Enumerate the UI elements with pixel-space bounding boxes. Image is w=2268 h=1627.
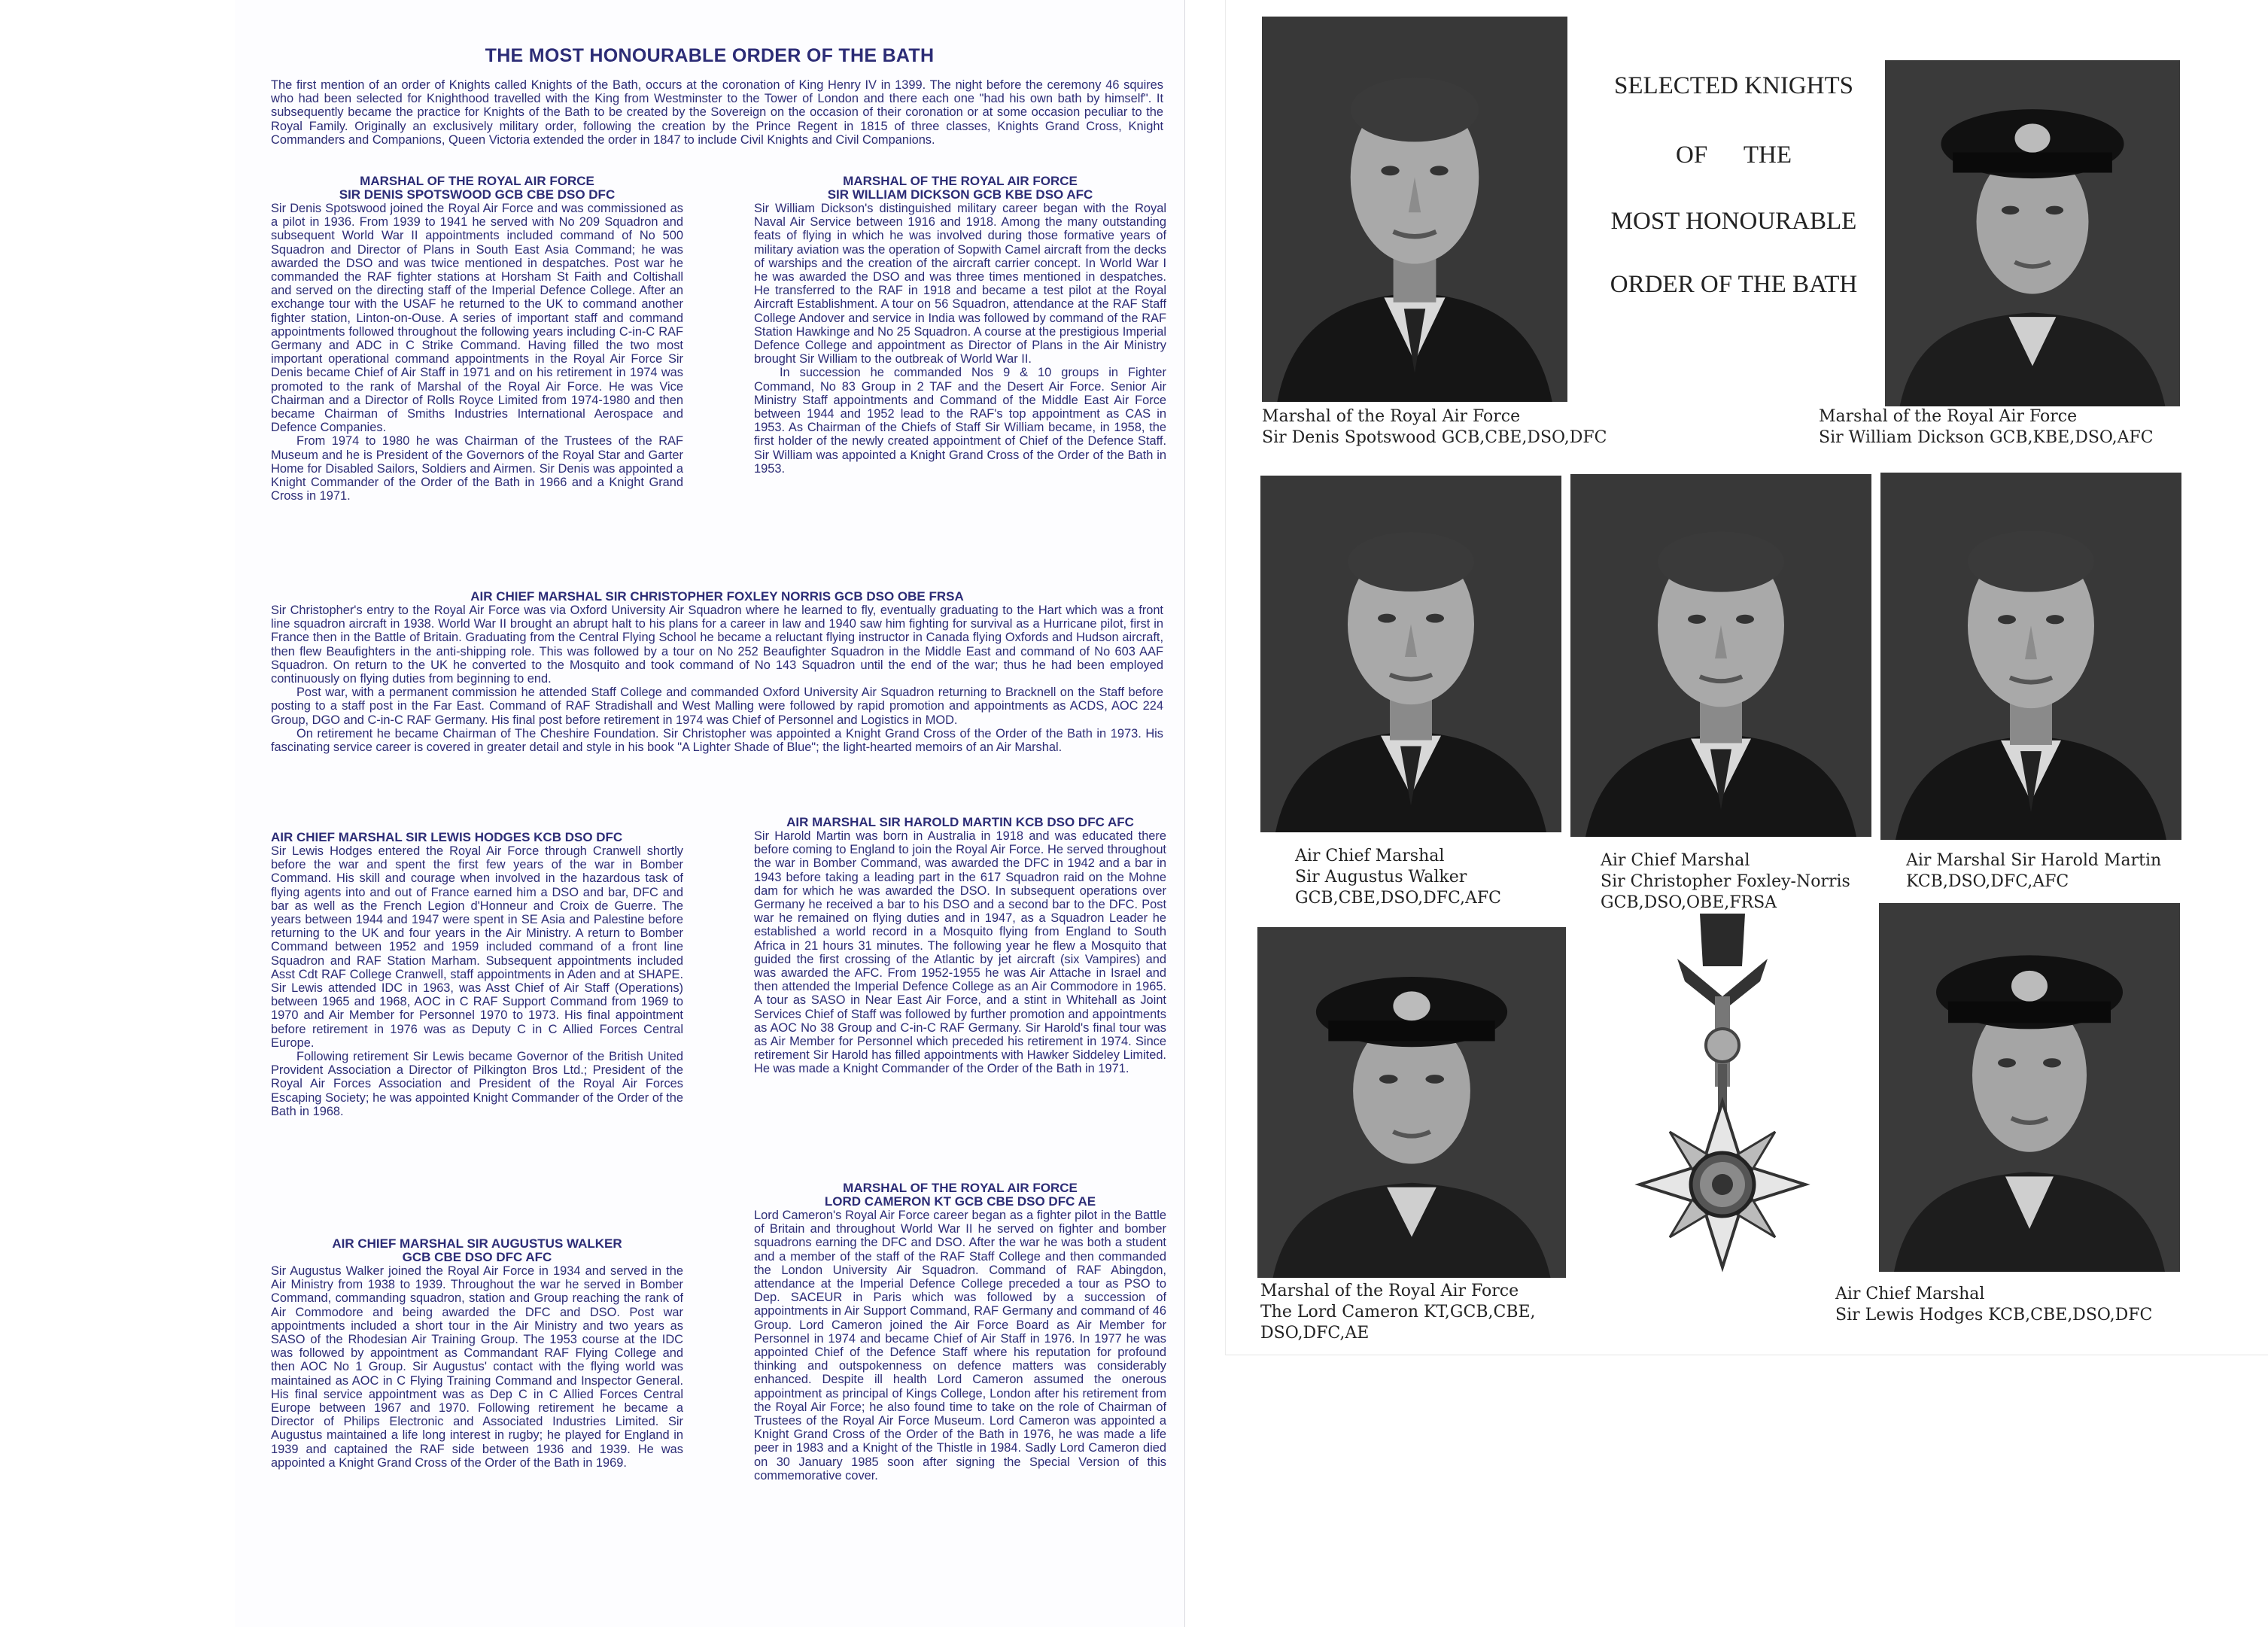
portrait-image (1260, 476, 1561, 832)
heading-dickson-rank: MARSHAL OF THE ROYAL AIR FORCE (843, 175, 1078, 188)
martin-paragraph-1: Sir Harold Martin was born in Australia in 1918 and was educated there before coming to England to join the Royal Air Force. He served throughout the war in Bomber Command, was awarded the DFC in 1942 and a bar in 1943 before taking a leading part in the 617 Squadron raid on the Mohne dam for which he was awarded the DSO. In subsequent operations over Germany he received a bar to his DSO and a second bar to the DFC. Post war he remained on flying duties and in 1947, as a Squadron Leader he established a world record in a Mosquito flying from England to South Africa in 21 hours 31 minutes. The following year he flew a Mosquito that guided the first crossing of the Atlantic by jet aircraft (six Vampires) and was awarded the AFC. From 1952-1955 he was Air Attache in Israel and then attended the Imperial Defence College as an Air Commodore in 1965. A tour as SASO in Near East Air Force, and a stint in Whitehall as Joint Services Chief of Staff was followed by further promotion and appointments as AOC No 38 Group and C-in-C RAF Germany. Sir Harold's final tour was as Air Member for Personnel which preceded his retirement in 1974. Since retirement Sir Harold has filled appointments with Hawker Siddeley Limited. He was made a Knight Commander of the Order of the Bath in 1971. (754, 829, 1166, 1076)
cameron-paragraph-1: Lord Cameron's Royal Air Force career began as a fighter pilot in the Battle of Britain and throughout World War II he served on fighter and bomber squadrons earning the DFC and DSO. After the war he was both a student and a member of the staff of the RAF Staff College and then commanded the London University Air Squadron. Command of RAF Abingdon, attendance at the Imperial Defence College preceded a tour as PSO to Dep. SACEUR in Paris which was followed by a succession of appointments in Air Support Command, RAF Germany and command of 46 Group. Lord Cameron joined the Air Force Board as Air Member for Personnel in 1974 and became Chief of Air Staff in 1976. In 1977 he was appointed Chief of the Defence Staff where his reputation for profound thinking and outspokenness on defence matters was considerably enhanced. Despite ill health Lord Cameron assumed the onerous appointment as principal of Kings College, London after his retirement from the Royal Air Force; he also found time to take on the role of Chairman of Trustees of the Royal Air Force Museum. Lord Cameron was appointed a Knight Grand Cross of the Order of the Bath in 1976, he was made a life peer in 1983 and a Knight of the Thistle in 1984. Sadly Lord Cameron died on 30 January 1985 soon after signing the Special Version of this commemorative cover. (754, 1209, 1166, 1483)
heading-martin: AIR MARSHAL SIR HAROLD MARTIN KCB DSO DFC AFC (786, 816, 1134, 829)
caption-line: Marshal of the Royal Air Force (1262, 407, 1521, 426)
caption-line: DSO,DFC,AE (1260, 1324, 1370, 1343)
medal-badge-icon (1587, 914, 1858, 1290)
section-spotswood (271, 175, 683, 592)
left-page (235, 0, 1185, 1627)
section-norris (271, 590, 1163, 816)
photo-hodges (1879, 903, 2180, 1272)
section-walker (271, 1237, 683, 1561)
dickson-paragraph-2: In succession he commanded Nos 9 & 10 groups in Fighter Command, No 83 Group in 2 TAF and the Desert Air Force. Senior Air Ministry Staff appointments and Command of the Middle East Air Force between 1944 and 1952 lead to the RAF's top appointment as CAS in 1953. As Chairman of the Chiefs of Staff Sir William became, in 1958, the first holder of the newly created appointment of Chief of the Defence Staff. Sir William was appointed a Knight Grand Cross of the Order of the Bath in 1953. (754, 366, 1166, 476)
portrait-image (1257, 927, 1566, 1278)
caption-line: Sir Christopher Foxley-Norris (1601, 872, 1850, 891)
caption-line: The Lord Cameron KT,GCB,CBE, (1260, 1303, 1536, 1321)
heading-cameron-rank: MARSHAL OF THE ROYAL AIR FORCE (843, 1181, 1078, 1195)
caption-line: Marshal of the Royal Air Force (1819, 407, 2078, 426)
heading-spotswood-rank: MARSHAL OF THE ROYAL AIR FORCE (360, 175, 594, 188)
heading-walker-honours: GCB CBE DSO DFC AFC (402, 1250, 552, 1264)
right-title-line-1: SELECTED KNIGHTS (1613, 72, 1854, 99)
portrait-image (1885, 60, 2180, 406)
heading-spotswood-name: SIR DENIS SPOTSWOOD GCB CBE DSO DFC (339, 187, 616, 202)
norris-paragraph-2: Post war, with a permanent commission he attended Staff College and commanded Oxford University Air Squadron returning to Bracknell on the Staff before posting to a staff post in the Far East. Command of RAF Stradishall and West Malling were followed by rapid promotion and appointments as ACDS, AOC 224 Group, DGO and C-in-C RAF Germany. His final post before retirement in 1974 was Chief of Personnel and Logistics in MOD. (271, 686, 1163, 727)
caption-line: Sir Lewis Hodges KCB,CBE,DSO,DFC (1835, 1306, 2153, 1324)
photo-dickson (1885, 60, 2180, 406)
photo-cameron (1257, 927, 1566, 1278)
heading-walker-name: AIR CHIEF MARSHAL SIR AUGUSTUS WALKER (332, 1237, 622, 1251)
right-title-line-2: OF THE (1676, 141, 1792, 169)
section-cameron (754, 1181, 1166, 1567)
caption-line: Sir Augustus Walker (1295, 868, 1467, 886)
caption-line: Air Chief Marshal (1295, 847, 1445, 865)
document-title: THE MOST HONOURABLE ORDER OF THE BATH (485, 45, 935, 66)
dickson-paragraph-1: Sir William Dickson's distinguished military career began with the Royal Naval Air Service between 1916 and 1918. Among the many outstanding feats of flying in which he was involved during those formative years of military aviation was the operation of Sopwith Camel aircraft from the decks of warships and the creation of the aircraft carrier concept. In World War I he was awarded the DSO and was three times mentioned in despatches. He transferred to the RAF in 1918 and became a test pilot at the Royal Aircraft Establishment. A tour on 56 Squadron, attendance at the RAF Staff College Andover and service in India was followed by command of the RAF Station Hawkinge and No 25 Squadron. A course at the prestigious Imperial Defence College and appointment as Director of Plans in the Air Ministry brought Sir William to the outbreak of World War II. (754, 202, 1166, 366)
walker-paragraph-1: Sir Augustus Walker joined the Royal Air Force in 1934 and served in the Air Ministry from 1938 to 1939. Throughout the war he served in Bomber Command, commanding squadron, station and Group reaching the rank of Air Commodore and being awarded the DFC and DSO. Post war appointments included a short tour in the Air Ministry and two years as SASO of the Rhodesian Air Training Group. The 1953 course at the IDC was followed by appointment as Commandant RAF Flying College and then AOC No 1 Group. Sir Augustus' contact with the flying world was maintained as AOC in C Flying Training Command and Inspector General. His final service appointment was as Dep C in C Allied Forces Central Europe between 1967 and 1970. Following retirement he became a Director of Philips Electronic and Associated Industries Limited. Sir Augustus maintained a life long interest in rugby; he played for England in 1939 and captained the RAF side between 1936 and 1939. He was appointed a Knight Grand Cross of the Order of the Bath in 1969. (271, 1264, 683, 1470)
hodges-paragraph-1: Sir Lewis Hodges entered the Royal Air Force through Cranwell shortly before the war and spent the first few years of the war in Bomber Command. His skill and courage when involved in the hazardous task of flying agents into and out of France earned him a DSO and bar, DFC and bar as well as the French Legion d'Honneur and Croix de Guerre. The years between 1944 and 1947 were spent in SE Asia and Palestine before returning to the UK and four years in the Air Ministry. A return to Bomber Command between 1952 and 1959 included command of a front line Squadron and RAF Station Marham. Subsequent appointments included Asst Cdt RAF College Cranwell, staff appointments in Aden and at SHAPE. Sir Lewis attended IDC in 1963, was Asst Chief of Air Staff (Operations) between 1965 and 1968, AOC in C RAF Support Command from 1969 to 1970 and Air Member for Personnel 1970 to 1973. His final appointment before retirement in 1976 was as Deputy C in C Allied Forces Central Europe. (271, 844, 683, 1050)
caption-line: Air Chief Marshal (1601, 851, 1750, 870)
caption-hodges (1835, 1284, 2227, 1326)
spotswood-paragraph-2: From 1974 to 1980 he was Chairman of the Trustees of the RAF Museum and he is President of the Governors of the Royal Star and Garter Home for Disabled Sailors, Soldiers and Airmen. Sir Denis was appointed a Knight Commander of the Order of the Bath in 1966 and a Knight Grand Cross in 1971. (271, 434, 683, 503)
caption-line: Sir William Dickson GCB,KBE,DSO,AFC (1819, 428, 2154, 447)
norris-paragraph-1: Sir Christopher's entry to the Royal Air Force was via Oxford University Air Squadron where he learned to fly, eventually graduating to the Hart which was a front line squadron aircraft in 1938. World War II brought an abrupt halt to his plans for a career in law and 1940 saw him fighting for survival as a Hurricane pilot, first in France then in the Battle of Britain. Graduating from the Central Flying School he became a reluctant flying instructor in Canada flying Oxfords and Hudson aircraft, then flew Beaufighters in the anti-shipping role. This was followed by a tour on No 252 Beaufighter Squadron in the Middle East and command of No 603 AAF Squadron. On return to the UK he converted to the Mosquito and took command of No 143 Squadron until the end of the war; thus he had been employed continuously on flying duties from beginning to end. (271, 604, 1163, 686)
heading-cameron-name: LORD CAMERON KT GCB CBE DSO DFC AE (824, 1194, 1096, 1209)
heading-hodges: AIR CHIEF MARSHAL SIR LEWIS HODGES KCB DSO DFC (271, 831, 623, 844)
portrait-image (1570, 474, 1871, 837)
right-page (1225, 0, 2268, 1355)
photo-walker (1260, 476, 1561, 832)
caption-norris (1601, 850, 1917, 914)
caption-line: GCB,CBE,DSO,DFC,AFC (1295, 889, 1502, 908)
caption-spotswood (1262, 406, 1683, 449)
order-of-the-bath-medal (1587, 914, 1858, 1290)
section-hodges (271, 831, 683, 1216)
caption-line: GCB,DSO,OBE,FRSA (1601, 893, 1777, 912)
right-title-line-4: ORDER OF THE BATH (1610, 271, 1858, 298)
intro-paragraph: The first mention of an order of Knights called Knights of the Bath, occurs at the coronation of King Henry IV in 1399. The night before the ceremony 46 squires who had been selected for Knighthood travelled with the King from Westminster to the Tower of London and there each one "had his own bath by himself". It subsequently became the practice for Knights of the Bath to be created by the Sovereign on the occasion of their coronation or at some occasion peculiar to the Royal Family. Originally an exclusively military order, following the creation by the Prince Regent in 1815 of three classes, Knights Grand Cross, Knight Commanders and Companions, Queen Victoria extended the order in 1847 to include Civil Knights and Civil Companions. (271, 78, 1163, 147)
portrait-image (1879, 903, 2180, 1272)
caption-cameron (1260, 1281, 1607, 1344)
right-title-line-3: MOST HONOURABLE (1610, 208, 1857, 235)
caption-walker (1295, 846, 1558, 909)
section-martin (754, 816, 1166, 1177)
spotswood-paragraph-1: Sir Denis Spotswood joined the Royal Air Force and was commissioned as a pilot in 1936. From 1939 to 1941 he served with No 209 Squadron and subsequent World War II appointments included command of No 500 Squadron and Director of Plans in South East Asia Command; he was awarded the DSO and was twice mentioned in despatches. Post war he commanded the RAF fighter stations at Horsham St Faith and Coltishall and served on the directing staff of the Imperial Defence College. After an exchange tour with the USAF he returned to the UK to command another fighter station, Linton-on-Ouse. A series of important staff and command appointments followed throughout the following years including C-in-C RAF Germany and ADC in C Strike Command. Having filled the two most important operational command appointments in the Royal Air Force Sir Denis became Chief of Air Staff in 1971 and on his retirement in 1974 was promoted to the rank of Marshal of the Royal Air Force. He was Vice Chairman and a Director of Rolls Royce Limited from 1974-1980 and then became Chairman of Smiths Industries International Aerospace and Defence Companies. (271, 202, 683, 435)
norris-paragraph-3: On retirement he became Chairman of The Cheshire Foundation. Sir Christopher was appointed a Knight Grand Cross of the Order of the Bath in 1973. His fascinating service career is covered in greater detail and style in his book "A Lighter Shade of Blue"; the light-hearted memoirs of an Air Marshal. (271, 726, 1163, 755)
portrait-image (1262, 17, 1567, 402)
photo-martin (1880, 473, 2181, 840)
portrait-image (1880, 473, 2181, 840)
caption-line: Air Chief Marshal (1835, 1285, 1985, 1303)
hodges-paragraph-2: Following retirement Sir Lewis became Governor of the British United Provident Association a Director of Pilkington Bros Ltd.; President of the Royal Air Forces Association and President of the Royal Air Forces Escaping Society; he was appointed Knight Commander of the Order of the Bath in 1968. (271, 1050, 683, 1118)
heading-norris: AIR CHIEF MARSHAL SIR CHRISTOPHER FOXLEY NORRIS GCB DSO OBE FRSA (470, 590, 964, 604)
caption-line: Air Marshal Sir Harold Martin (1906, 851, 2162, 870)
heading-dickson-name: SIR WILLIAM DICKSON GCB KBE DSO AFC (827, 187, 1093, 202)
section-dickson (754, 175, 1166, 566)
caption-dickson (1819, 406, 2240, 449)
photo-norris (1570, 474, 1871, 837)
photo-spotswood (1262, 17, 1567, 402)
caption-martin (1906, 850, 2215, 893)
caption-line: Marshal of the Royal Air Force (1260, 1282, 1519, 1300)
caption-line: Sir Denis Spotswood GCB,CBE,DSO,DFC (1262, 428, 1607, 447)
caption-line: KCB,DSO,DFC,AFC (1906, 872, 2069, 891)
